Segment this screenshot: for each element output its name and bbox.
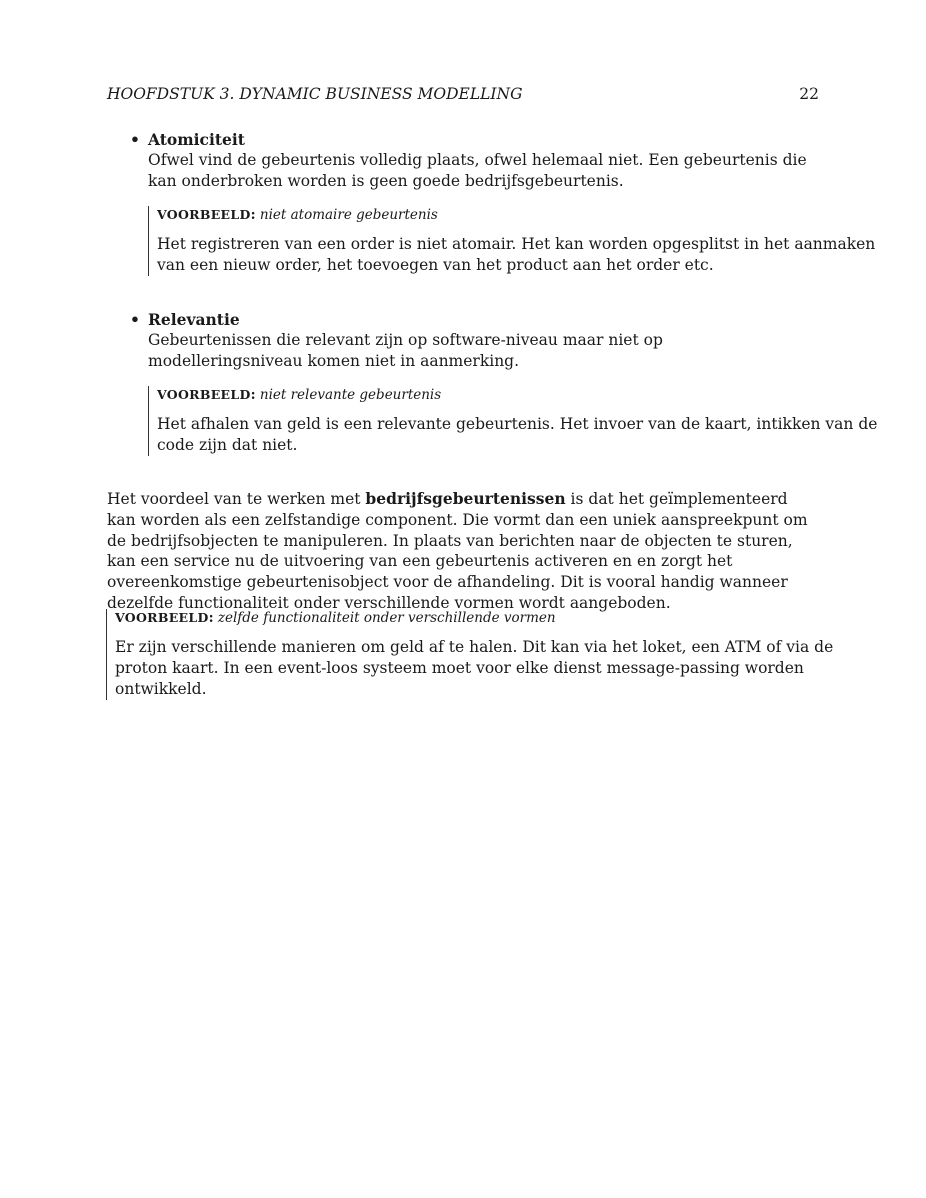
example-description: niet atomaire gebeurtenis (259, 207, 438, 223)
item-heading (130, 129, 820, 150)
example-label: VOORBEELD: zelfde functionaliteit onder verschillende vormen (115, 610, 556, 626)
paragraph-bold-term: bedrijfsgebeurtenissen (365, 489, 566, 508)
example-box (148, 206, 879, 276)
example-body: Er zijn verschillende manieren om geld af te halen. Dit kan via het loket, een ATM of via de proton kaart. In een event-loos systeem moet voor elke dienst message-passing worden ontwikkeld. (115, 638, 834, 698)
item-title: Relevantie (148, 310, 240, 329)
running-header (107, 84, 819, 104)
paragraph-text-end: is dat het geïmplementeerd kan worden als een zelfstandige component. Die vormt dan een uniek aanspreekpunt om de bedrijfsobjecten te manipuleren. In plaats van berichten naar de objecten te sturen, kan een service nu de uitvoering van een gebeurtenis activeren en en zorgt het overeenkomstige gebeurtenisobject voor de afhandeling. Dit is vooral handig wanneer dezelfde functionaliteit onder verschillende vormen wordt aangeboden. (107, 490, 808, 612)
example-description: niet relevante gebeurtenis (259, 387, 442, 403)
example-body: Het afhalen van geld is een relevante gebeurtenis. Het invoer van de kaart, intikken van de code zijn dat niet. (157, 415, 878, 454)
example-box (148, 386, 879, 456)
item-heading (130, 309, 820, 330)
page-number: 22 (799, 85, 819, 103)
chapter-title: HOOFDSTUK 3. DYNAMIC BUSINESS MODELLING (107, 85, 523, 103)
list-item-atomiciteit (130, 129, 820, 192)
example-box (106, 609, 841, 700)
item-title: Atomiciteit (148, 130, 245, 149)
example-body: Het registreren van een order is niet atomair. Het kan worden opgesplitst in het aanmaken van een nieuw order, het toevoegen van het product aan het order etc. (157, 235, 876, 274)
example-label: VOORBEELD: niet atomaire gebeurtenis (157, 207, 438, 223)
example-keyword: VOORBEELD (157, 387, 251, 402)
example-label: VOORBEELD: niet relevante gebeurtenis (157, 387, 442, 403)
item-body: Gebeurtenissen die relevant zijn op software-niveau maar niet op modelleringsniveau komen niet in aanmerking. (148, 331, 663, 370)
bullet-icon: • (130, 310, 140, 329)
example-description: zelfde functionaliteit onder verschillende vormen (217, 610, 556, 626)
paragraph-text-start: Het voordeel van te werken met (107, 490, 366, 508)
body-paragraph (107, 489, 821, 614)
example-keyword: VOORBEELD (115, 610, 209, 625)
example-keyword: VOORBEELD (157, 207, 251, 222)
list-item-relevantie (130, 309, 820, 372)
bullet-icon: • (130, 130, 140, 149)
item-body: Ofwel vind de gebeurtenis volledig plaats, ofwel helemaal niet. Een gebeurtenis die kan onderbroken worden is geen goede bedrijfsgebeurtenis. (148, 151, 807, 190)
